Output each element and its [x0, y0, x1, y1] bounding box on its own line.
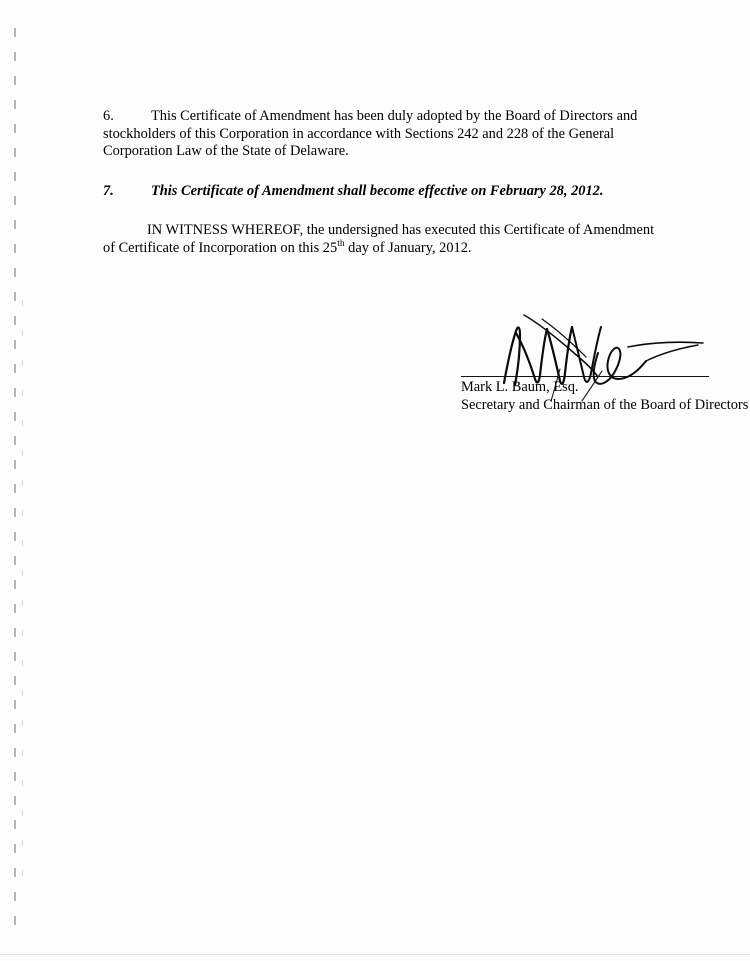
witness-line-1: IN WITNESS WHEREOF, the undersigned has executed this Certificate of Amendment [147, 222, 655, 239]
scan-edge-artifact-bottom [0, 954, 750, 955]
signatory-title: Secretary and Chairman of the Board of Directors [461, 396, 749, 413]
paragraph-7-text: This Certificate of Amendment shall become effective on February 28, 2012. [151, 182, 604, 199]
witness-clause [103, 222, 659, 257]
paragraph-6 [103, 108, 659, 161]
witness-line-2-pre: of Certificate of Incorporation on this 25 [103, 239, 338, 256]
document-body [103, 108, 749, 413]
witness-ordinal-suffix: th [337, 239, 345, 250]
paragraph-spacer-2 [103, 200, 659, 222]
paragraph-spacer-1 [103, 161, 659, 183]
scan-edge-artifact-left [14, 28, 16, 938]
paragraph-6-number: 6. [103, 108, 114, 124]
witness-line-2-post: day of January, 2012. [344, 239, 472, 256]
signature-block [461, 376, 750, 414]
paragraph-7 [103, 183, 659, 201]
scan-edge-artifact-left-secondary [22, 300, 23, 900]
signatory-name: Mark L. Baum, Esq. [461, 379, 579, 395]
paragraph-6-text: This Certificate of Amendment has been duly adopted by the Board of Directors and stockholders of this Corporation in accordance with Sections 242 and 228 of the General Corporation Law of the State of Delaware. [103, 108, 638, 160]
paragraph-7-number: 7. [103, 182, 114, 199]
signature-line [461, 376, 709, 377]
